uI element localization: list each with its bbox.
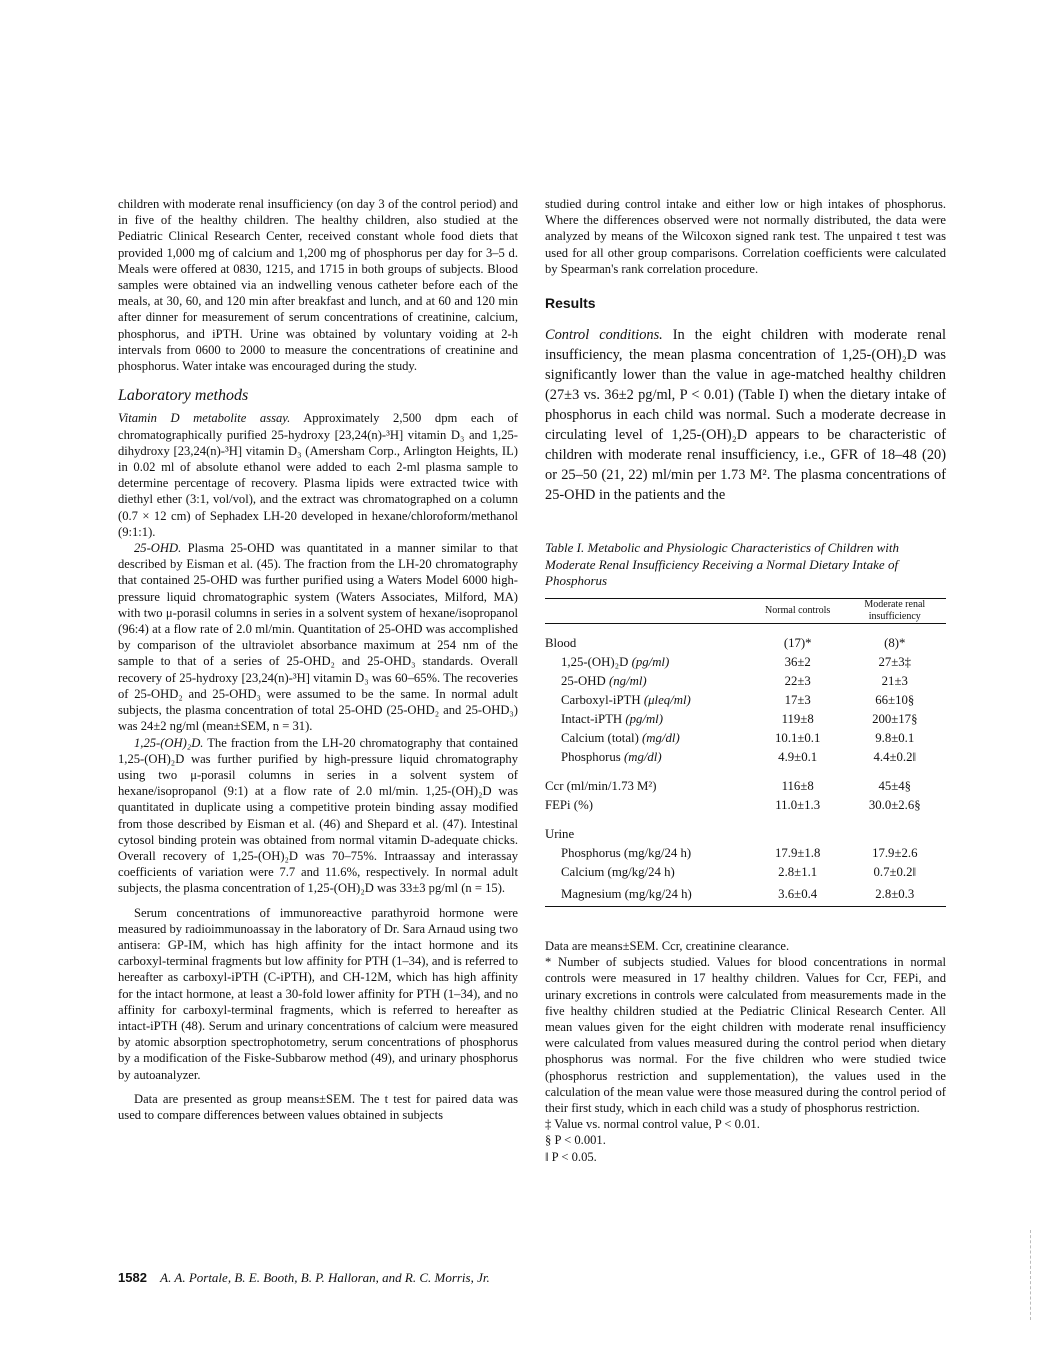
paragraph-statistics-cont: studied during control intake and either low or high intakes of phosphorus. Where the differences observed were not normally distributed, the data were analyzed by means of the Wilcoxon signed rank test. The unpaired t test was used for all other group comparisons. Correlation coefficients were calculated by Spearman's rank correlation procedure. [545,197,946,276]
page-number: 1582 [118,1270,147,1285]
heading-results: Results [545,295,596,312]
row-label: Carboxyl-iPTH [561,693,641,707]
paragraph-statistics: Data are presented as group means±SEM. The t test for paired data was used to compare differences between values obtained in subjects [118,1091,518,1122]
run-in-25-ohd: 25-OHD. [134,541,182,556]
row-label: Blood [545,636,577,650]
table-row [545,729,946,748]
cell-normal: 17±3 [784,693,811,707]
row-label: 1,25-(OH)₂D [561,655,629,669]
table-row [545,672,946,691]
footnote-double-dagger: ‡ Value vs. normal control value, P < 0.01. [545,1117,760,1132]
table-row [545,844,946,863]
cell-normal: (17)* [783,636,812,650]
paragraph-study-design: children with moderate renal insufficiency (on day 3 of the control period) and in five of the healthy children. The healthy children, also studied at the Pediatric Clinical Research Center, received constant whole food diets that provided 1,000 mg of calcium and 1,200 mg of phosphorus per day for 3–5 d. Meals were offered at 0830, 1215, and 1715 in both groups of subjects. Blood samples were obtained via an indwelling venous catheter before each of the meals, at 30, 60, and 120 min after breakfast and lunch, and at 60 and 120 min after dinner for measurement of serum concentrations of creatinine, calcium, phosphorus, and iPTH. Urine was obtained by voluntary voiding at 2-h intervals from 0600 to 2000 to measure the concentrations of creatinine and phosphorus. Water intake was encouraged during the study. [118,197,518,374]
running-authors: A. A. Portale, B. E. Booth, B. P. Halloran, and R. C. Morris, Jr. [160,1270,490,1285]
footnote-asterisk: * Number of subjects studied. Values for blood concentrations in normal controls were measured in 17 healthy children. Values for Ccr, FEPi, and urinary excretions in controls were calculated from measurements made in the five healthy children studied at the Pediatric Clinical Research Center. All mean values given for the eight children with moderate renal insufficiency were calculated from values measured during the control period when dietary phosphorus was normal. For the five children who were studied twice (phosphorus restriction and supplementation), the values used in the calculation of the mean value were those measured during the control period of their first study, which in each child was a study of phosphorus restriction. [545,955,946,1116]
cell-renal: (8)* [884,636,906,650]
footnote-abbrev: Data are means±SEM. Ccr, creatinine clearance. [545,939,790,953]
table-row [545,710,946,729]
row-unit: (ng/ml) [609,674,647,688]
footnote-parallel: ǁ P < 0.05. [545,1149,597,1164]
table-row-fepi [545,796,946,815]
cell-normal: 17.9±1.8 [774,846,821,860]
cell-renal: 2.8±0.3 [844,882,946,907]
cell-normal: 116±8 [781,779,814,793]
cell-normal: 3.6±0.4 [752,882,844,907]
cell-renal: 17.9±2.6 [872,846,918,860]
header-moderate-renal: Moderate renal insufficiency [844,599,946,624]
row-label: FEPi (%) [545,798,593,812]
row-unit: (mg/dl) [623,750,662,764]
header-normal-controls: Normal controls [752,599,844,624]
text-125-oh2d: The fraction from the LH-20 chromatography that contained 1,25-(OH)₂D was further purified by high-pressure liquid chromatography using two μ-porasil columns in series in a solvent system of hexane/isopropanol (9:1) at a flow rate of 2.0 ml/min. 1,25-(OH)₂D was quantitated in duplicate using a competitive protein binding assay modified from those described by Eisman et al. (46) and Shepard et al. (47). Intestinal cytosol binding protein was obtained from normal vitamin D-adequate chicks. Overall recovery of 1,25-(OH)₂D was 70–75%. Intraassay and interassay coefficients of variation were 7.7 and 11.6%, respectively. In normal adult subjects, the plasma concentration of 1,25-(OH)₂D was 33±3 pg/ml (n = 15). [118,735,518,896]
row-label: Intact-iPTH [561,712,623,726]
paragraph-125-oh2d [118,735,518,897]
cell-renal: 9.8±0.1 [875,731,915,745]
table-metabolic-characteristics [545,598,946,907]
row-unit: (pg/ml) [631,655,670,669]
paragraph-vitamin-d-assay [118,410,518,540]
cell-normal: 4.9±0.1 [778,750,818,764]
cell-renal: 27±3‡ [878,655,912,669]
table-row [545,863,946,882]
row-label: Calcium (total) [561,731,639,745]
cell-renal: 0.7±0.2ǁ [873,865,917,879]
row-label: Phosphorus [561,750,621,764]
cell-renal: 45±4§ [878,779,912,793]
row-label: Calcium (mg/kg/24 h) [561,865,675,879]
table-row [545,882,946,907]
scan-edge-mark [1030,1230,1032,1320]
text-control-conditions: In the eight children with moderate renal insufficiency, the mean plasma concentration of 1,25-(OH)₂D was significantly lower than the value in age-matched healthy children (27±3 vs. 36±2 pg/ml, P < 0.01) (Table I) when the dietary intake of phosphorus in each child was normal. Such a moderate decrease in circulating level of 1,25-(OH)₂D appears to be characteristic of children with moderate renal insufficiency, i.e., GFR of 18–48 (20) or 25–50 (21, 22) ml/min per 1.73 M². The plasma concentrations of 25-OHD in the patients and the [545,327,946,504]
run-in-125-oh2d: 1,25-(OH)₂D. [134,735,204,750]
left-column [118,196,518,1123]
run-in-control-conditions: Control conditions. [545,327,663,344]
paragraph-serum-ipth: Serum concentrations of immunoreactive parathyroid hormone were measured by radioimmunoassay in the laboratory of Dr. Sara Arnaud using two antisera: GP-IM, which has high affinity for the intact hormone and its carboxyl-terminal fragments but low affinity for PTH (1–34), and is referred to hereafter as carboxyl-iPTH (C-iPTH), and CH-12M, which has high affinity for the intact hormone, at least a 30-fold lower affinity for PTH (1–34), and no affinity for carboxyl-terminal fragments, which is referred to hereafter as intact-iPTH (48). Serum and urinary concentrations of calcium were measured by atomic absorption spectrophotometry, serum concentrations of phosphorus by a modification of the Fiske-Subbarow method (49), and urinary phosphorus by autoanalyzer. [118,905,518,1082]
cell-normal: 10.1±0.1 [774,731,821,745]
text-vitamin-d: Approximately 2,500 dpm each of chromatographically purified 25-hydroxy [23,24(n)-³H] vitamin D₃ and 1,25-dihydroxy [23,24(n)-³H] vitamin D₃ (Amersham Corp., Arlington Heights, IL) in 0.02 ml of absolute ethanol were added to each 2-ml plasma sample to determine percentage of recovery. Plasma lipids were extracted twice with diethyl ether (3:1, vol/vol), and the extract was chromatographed on a column (0.7 × 12 cm) of Sephadex LH-20 developed in hexane/chloroform/methanol (9:1:1). [118,411,518,539]
row-label: Urine [545,827,575,841]
table-row-urine [545,825,946,844]
cell-renal: 4.4±0.2ǁ [873,750,917,764]
page-footer [118,1270,490,1286]
cell-normal: 22±3 [784,674,811,688]
paragraph-control-conditions [545,325,946,505]
run-in-vitamin-d: Vitamin D metabolite assay. [118,411,291,426]
header-blank [545,599,752,624]
heading-laboratory-methods: Laboratory methods [118,387,249,405]
footnote-section: § P < 0.001. [545,1133,606,1148]
row-unit: (pg/ml) [625,712,664,726]
table-header-row [545,599,946,624]
table-row-blood [545,634,946,653]
text-25-ohd: Plasma 25-OHD was quantitated in a manner similar to that described by Eisman et al. (45). The fraction from the LH-20 chromatography that contained 25-OHD was further purified using a Waters Model 6000 high-pressure liquid chromatographic system (Waters Associates, Milford, MA) with two μ-porasil columns in series in a solvent system of hexane/isopropanol (96:4) at a flow rate of 2.0 ml/min. Quantitation of 25-OHD was accomplished by comparison of the ultraviolet absorbance maximum at 254 nm of the sample to that of a series of 25-OHD₂ and 25-OHD₃ standards. Overall recovery of 25-hydroxy [23,24(n)-³H] vitamin D₃ was 60–65%. The recoveries of 25-OHD₂ and 25-OHD₃ were assumed to be the same. In normal adult subjects, the plasma concentration of total 25-OHD (25-OHD₂ and 25-OHD₃) was 24±2 ng/ml (mean±SEM, n = 31). [118,541,518,734]
right-column [545,196,946,505]
row-label: 25-OHD [561,674,606,688]
cell-normal: 2.8±1.1 [778,865,818,879]
table-row [545,748,946,767]
table-row [545,691,946,710]
cell-normal: 119±8 [781,712,814,726]
table-row [545,653,946,672]
row-unit: (mg/dl) [642,731,680,745]
cell-renal: 200±17§ [872,712,918,726]
cell-renal: 30.0±2.6§ [868,798,921,812]
row-label: Ccr (ml/min/1.73 M²) [545,779,657,793]
row-unit: (μleq/ml) [643,693,691,707]
cell-normal: 11.0±1.3 [775,798,821,812]
paragraph-25-ohd [118,540,518,734]
cell-normal: 36±2 [784,655,811,669]
cell-renal: 21±3 [881,674,908,688]
row-label: Phosphorus (mg/kg/24 h) [561,846,692,860]
table-row-ccr [545,777,946,796]
table-caption: Table I. Metabolic and Physiologic Characteristics of Children with Moderate Renal Insufficiency Receiving a Normal Dietary Intake of Phosphorus [545,540,899,588]
table-footnotes [545,938,946,1165]
row-label: Magnesium (mg/kg/24 h) [545,882,752,907]
cell-renal: 66±10§ [875,693,915,707]
